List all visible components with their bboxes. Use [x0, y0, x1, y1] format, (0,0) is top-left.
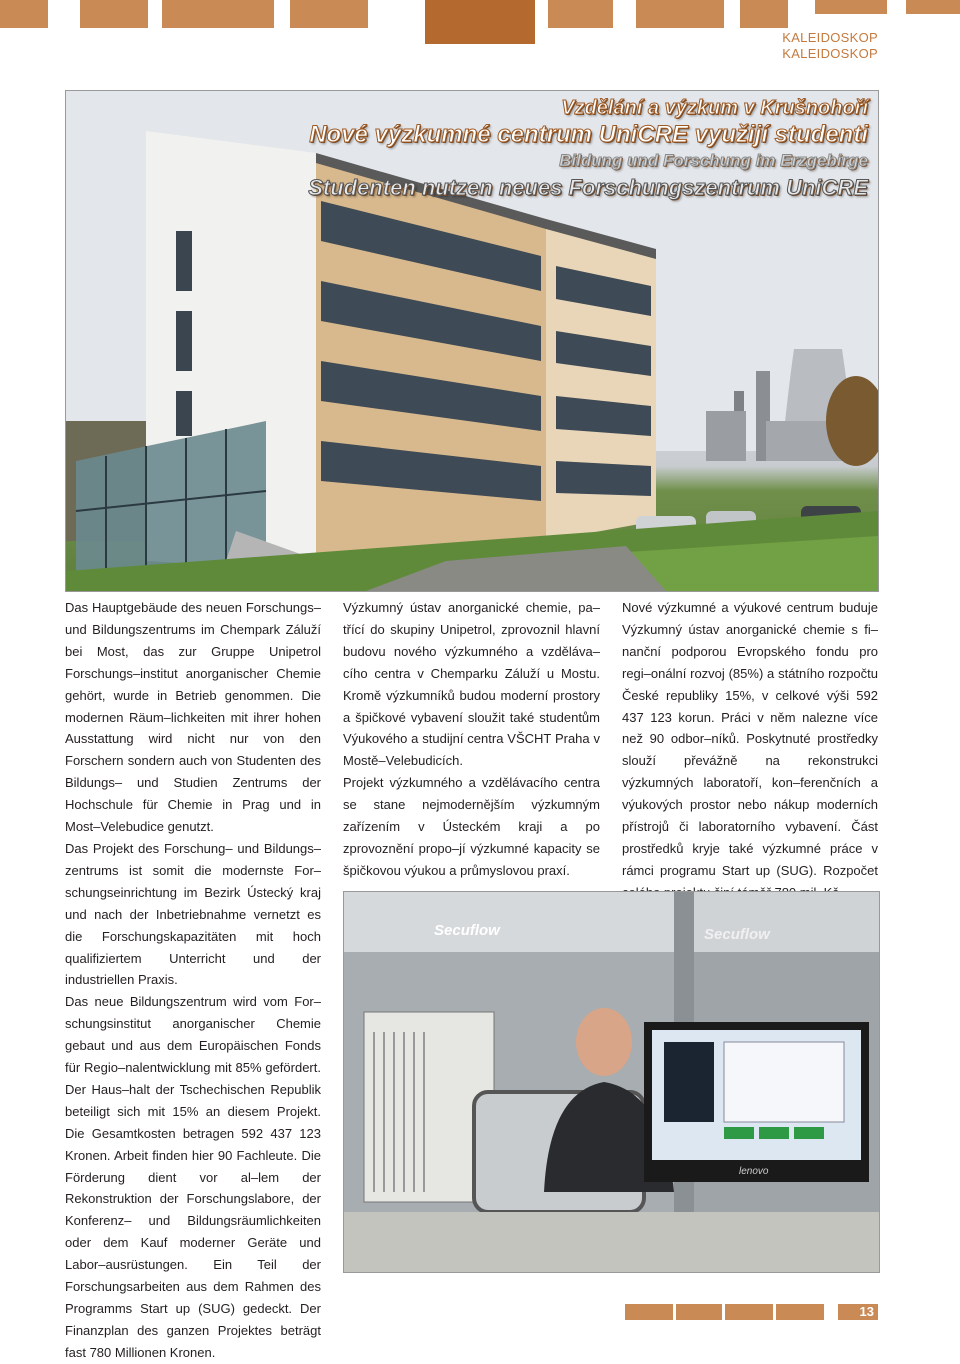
header-tab: [162, 0, 274, 28]
header-tab: [0, 0, 48, 28]
paragraph: Das neue Bildungszentrum wird vom For–schungsinstitut anorganischer Chemie gebaut und aus dem Europäischen Fonds für Regio–nalentwicklung mit 85% gefördert. Der Haus–halt der Tschechischen Republik beteiligt sich mit 15% an diesem Projekt. Die Gesamtkosten betragen 592 437 123 Kronen. Arbeit finden hier 90 Fachleute. Die Förderung dient vor al–lem der Rekonstruktion der Forschungslabore, der Konferenz– und Bildungsräumlichkeiten oder dem Kauf moderner Geräte und Labor–ausrüstungen. Ein Teil der Forschungsarbeiten aus dem Rahmen des Programms Start up (SUG) gedeckt. Der Finanzplan des ganzen Projektes beträgt fast 780 Millionen Kronen.: [65, 994, 321, 1360]
article-column-czech-2: [622, 597, 878, 904]
footer-bar: [725, 1304, 773, 1320]
header-tab: [548, 0, 613, 28]
title-cz-kicker: Vzdělání a výzkum v Krušnohoří: [561, 97, 868, 119]
hood-label: Secuflow: [434, 922, 500, 939]
article-column-czech-1: [343, 597, 600, 882]
header-tab: [906, 0, 960, 14]
lab-photo: [343, 891, 880, 1273]
title-cz-headline: Nové výzkumné centrum UniCRE využijí studenti: [309, 121, 868, 148]
paragraph: Nové výzkumné a výukové centrum buduje Výzkumný ústav anorganické chemie s fi–nanční podporou Evropského fondu pro regi–onální rozvoj (85%) a státního rozpočtu České republiky 15%, v celkové výši 592 437 123 korun. Práci v něm nalezne více než 90 odbor–níků. Poskytnuté prostředky slouží převážně na rekonstrukci výzkumných laboratoří, kon–ferenčních a výukových prostor nebo nákup moderních přístrojů či laboratorního vybavení. Část prostředků kryje také výzkumné práce v rámci programu Start up (SUG). Rozpočet: [622, 600, 878, 878]
paragraph: Das Hauptgebäude des neuen Forschungs– und Bildungszentrums im Chempark Záluží bei Most, das zur Gruppe Unipetrol Forschungs–institut anorganischer Chemie gehört, wurde in Betrieb genommen. Die modernen Räum–lichkeiten mit ihrer hohen Ausstattung wird nicht nur von den Forschern sondern auch von Studenten des Bildungs– und Studien Zentrums der Hochschule für Chemie in Prag und in Most–Velebudice genutzt.: [65, 600, 321, 835]
page-number: 13: [838, 1304, 878, 1320]
title-de-headline: Studenten nutzen neues Forschungszentrum UniCRE: [308, 175, 868, 200]
monitor-brand: lenovo: [739, 1166, 769, 1177]
paragraph: Das Projekt des Forschung– und Bildungs–zentrums ist somit die modernste For–schungseinrichtung im Bezirk Ústecký kraj und nach der Inbetriebnahme vernetzt es die Forschungskapazitäten mit hoch qualifiziertem Unterricht und der industriellen Praxis.: [65, 840, 321, 988]
header-tab: [290, 0, 368, 28]
title-de-kicker: Bildung und Forschung im Erzgebirge: [559, 151, 868, 170]
footer-bar: [625, 1304, 673, 1320]
header-tab: [815, 0, 887, 14]
lab-illustration: [344, 892, 879, 1272]
header-tab: [740, 0, 788, 28]
section-label: KALEIDOSKOP: [782, 46, 878, 61]
hood-label: Secuflow: [704, 926, 770, 943]
header-tab: [80, 0, 148, 28]
paragraph: Výzkumný ústav anorganické chemie, pa–třící do skupiny Unipetrol, zprovoznil hlavní budovu nového výzkumného a vzděláva–cího centra v Chemparku Záluží u Mostu. Kromě výzkumníků budou moderní prostory a špičkové vybavení sloužit také studentům Výukového a studijní centra VŠCHT Praha v Mostě–Velebudicích.: [343, 600, 600, 769]
hero-photo-building: [65, 90, 879, 592]
footer-bar: [676, 1304, 722, 1320]
article-column-german: [65, 597, 321, 1364]
footer-bar: [776, 1304, 824, 1320]
paragraph: Projekt výzkumného a vzdělávacího centra se stane nejmodernějším výzkumným zařízením v Ústeckém kraji a po zprovoznění propo–jí výzkumné kapacity se špičkovou výukou a průmyslovou praxí.: [343, 775, 600, 878]
header-tab: [636, 0, 724, 28]
section-label: KALEIDOSKOP: [782, 30, 878, 45]
header-tab: [425, 0, 535, 44]
